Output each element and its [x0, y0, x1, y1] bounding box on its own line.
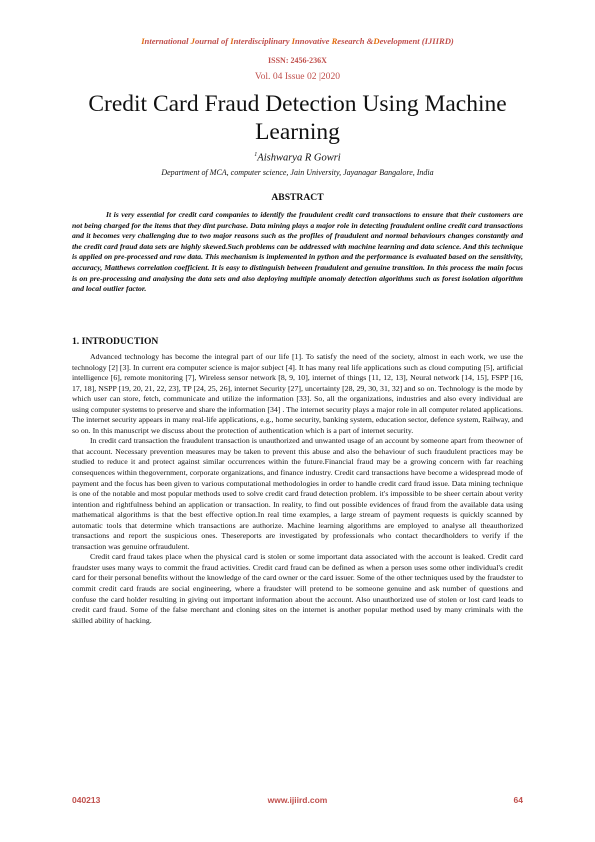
journal-name: [0, 36, 595, 46]
paper-title: Credit Card Fraud Detection Using Machine Learning: [88, 91, 507, 145]
footer-paper-id: 040213: [72, 795, 101, 805]
author: [0, 152, 595, 164]
abstract-text: It is very essential for credit card companies to identify the fraudulent credit card transactions to ensure that their customers are not being charged for the items that they dint purchase. Data mining plays a major role in detecting fraudulent online credit card transactions and it becomes very challenging due to two major reasons such as the profiles of fraudulent and normal behaviours changes constantly and the credit card fraud data sets are highly skewed.Such problems can be addressed with machine learning and data science. And this technique is applied on pre-processed and raw data. This mechanism is implemented in python and the performance is evaluated based on the sensitivity, accuracy, Matthews correlation coefficient. It is easy to distinguish between fraudulent and genuine transition. In this process the main focus is on pre-processing and analysing the data sets and also deploying multiple anomaly detection algorithms such as forest isolation algorithm and local outlier factor.: [72, 210, 523, 294]
journal-part-4: Innovative: [291, 36, 332, 46]
journal-part-0: International: [141, 36, 191, 46]
footer-website: www.ijiird.com: [267, 795, 328, 805]
abstract-heading: ABSTRACT: [271, 192, 324, 203]
introduction-body: [72, 352, 523, 626]
author-affiliation: Department of MCA, computer science, Jain University, Jayanagar Bangalore, India: [161, 168, 434, 177]
journal-part-3: Interdisciplinary: [230, 36, 292, 46]
author-name: Aishwarya R Gowri: [257, 152, 341, 164]
section-heading-introduction: 1. INTRODUCTION: [72, 336, 159, 347]
body-paragraph: In credit card transaction the fraudulent transaction is unauthorized and unwanted usage of an account by someone apart from theowner of that account. Necessary prevention measures may be taken to prevent this abuse and also the behaviour of such fraudulent practices may be studied to reduce it and protect against similar occurrences within the future.Financial fraud may be a growing concern with far reaching consequences within thegovernment, corporate organizations, and finance industry. Credit card transactions have become a widespread mode of payment and the focus has been given to various computational methodologies in order to handle credit card fraud issue. Data mining technique is one of the notable and most popular methods used to solve credit card fraud detection problem. it's impossible to be sheer certain about verity intention and rightfulness behind an application or transaction. In reality, to find out possible evidences of fraud from the available data using mathematical algorithms is that the best effective option.In real time examples, a large stream of payment requests is quickly scanned by automatic tools that determine which transactions are authorize. Machine learning algorithms are employed to analyse all theauthorized transactions and report the suspicious ones. Thesereports are investigated by professionals who contact thecardholders to verify if the transaction was genuine orfraudulent.: [72, 436, 523, 551]
author-superscript: 1: [254, 152, 258, 158]
issn: ISSN: 2456-236X: [268, 56, 327, 65]
journal-part-2: of: [220, 36, 231, 46]
footer-page-number: 64: [513, 795, 523, 805]
journal-part-1: Journal: [190, 36, 221, 46]
body-paragraph: Advanced technology has become the integral part of our life [1]. To satisfy the need of the society, almost in each work, we use the technology [2] [3]. In current era computer science is major subject [4]. It has many real life applications such as cloud computing [5], artificial intelligence [6], remote monitoring [7], Wireless sensor network [8, 9, 10], internet of things [11, 12, 13], Neural network [14, 15], FSPP [16, 17, 18], NSPP [19, 20, 21, 22, 23], TP [24, 25, 26], internet Security [27], uncertainty [28, 29, 30, 31, 32] and so on. Technology is the mode by which user can store, fetch, communicate and utilize the information [33]. So, all the organizations, industries and also every individual are using computer systems to preserve and share the information [34] . The internet security plays a major role in all computer related applications. The internet security appears in many real-life applications, e.g., home security, banking system, education sector, defence system, Railway, and so on. In this manuscript we discuss about the protection of authentication which is a part of internet security.: [72, 352, 523, 435]
volume-issue: Vol. 04 Issue 02 |2020: [254, 71, 341, 82]
journal-part-6: Development (IJIIRD): [373, 36, 454, 46]
journal-part-5: Research &: [331, 36, 374, 46]
body-paragraph: Credit card fraud takes place when the physical card is stolen or some important data associated with the account is leaked. Credit card fraudster uses many ways to commit the fraud activities. Credit card fraud can be defined as when a person uses some other individual's credit card for their personal benefits without the knowledge of the card owner or the card issuer. Some of the other techniques used by the fraudster to commit credit card frauds are social engineering, where a fraudster will pretend to be someone genuine and ask number of questions and confuse the card holder resulting in giving out important information about the account. Also unauthorized use of stolen or lost card leads to credit card fraud. Some of the false merchant and cloning sites on the internet is another popular method used by many criminals with the skilled ability of hacking.: [72, 552, 523, 625]
